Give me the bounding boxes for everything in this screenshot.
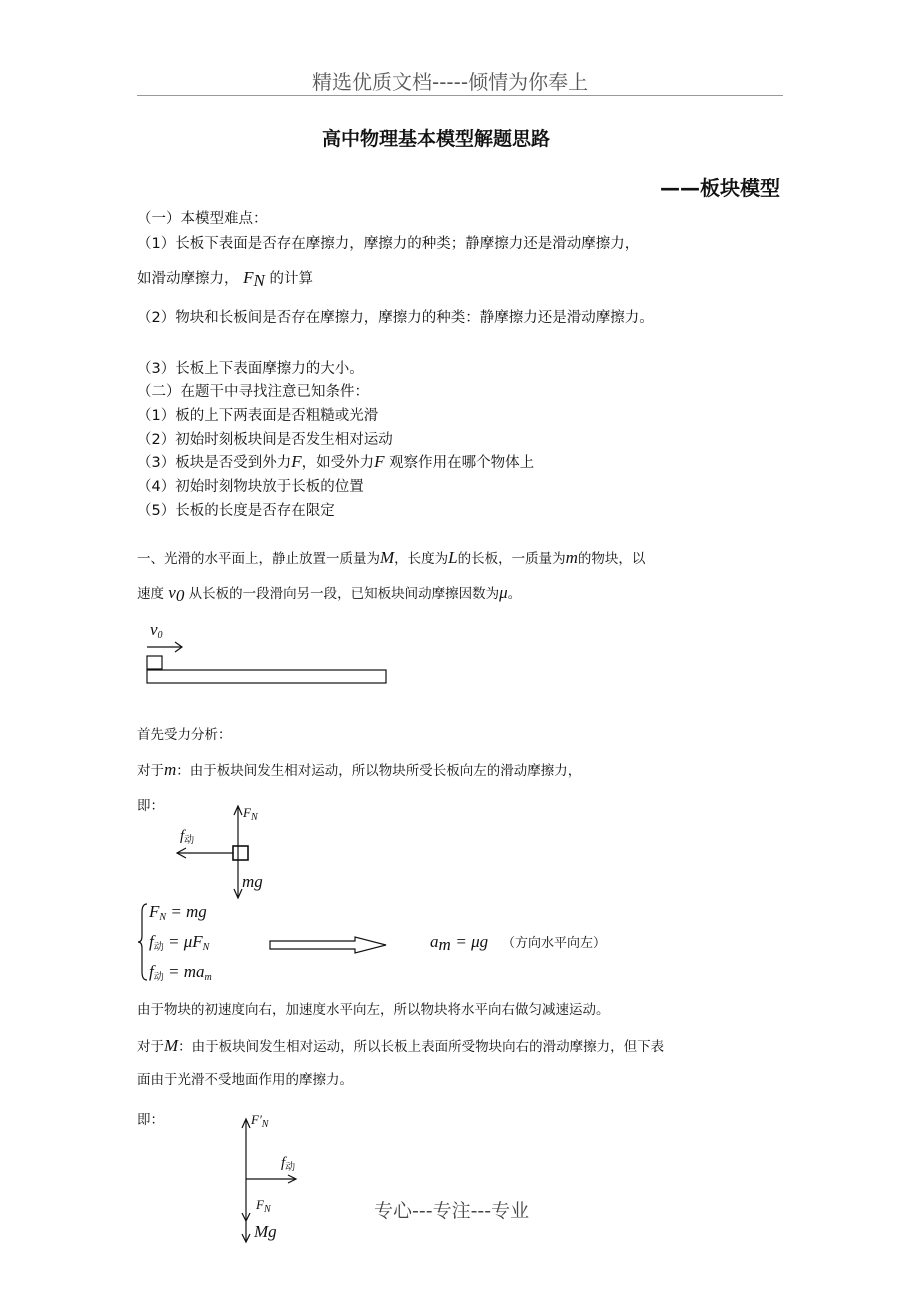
math-sub: N: [159, 912, 167, 923]
fn-label-2: [256, 1197, 271, 1215]
math-sub: 0: [157, 630, 163, 641]
math: a: [430, 932, 439, 951]
math-sub: 动: [153, 942, 164, 953]
math: F: [256, 1197, 264, 1212]
text: 。: [507, 586, 522, 602]
text: ：由于板块间发生相对运动，所以长板上表面所受物块向右的滑动摩擦力，但下表: [178, 1039, 665, 1055]
math-sub: N: [202, 942, 210, 953]
math: M: [380, 548, 395, 567]
math: f: [149, 962, 154, 981]
for-m-line: [137, 759, 581, 780]
math: = mg: [170, 902, 207, 921]
Mg-label: Mg: [254, 1222, 277, 1241]
math: μ: [499, 583, 508, 602]
s1-item2: （2）物块和长板间是否存在摩擦力，摩擦力的种类：静摩擦力还是滑动摩擦力。: [137, 310, 654, 326]
v0-label: [150, 620, 163, 641]
analysis-intro: 首先受力分析：: [137, 727, 232, 743]
doc-title: 高中物理基本模型解题思路: [322, 128, 551, 150]
section2-heading: （二）在题干中寻找注意已知条件：: [137, 384, 369, 400]
math-sub: N: [261, 1119, 269, 1130]
equation-2: [149, 932, 209, 953]
text: 从长板的一段滑向另一段，已知板块间动摩擦因数为: [188, 586, 500, 602]
math: F: [243, 268, 254, 287]
math: f: [281, 1155, 286, 1171]
friction-label-2: [281, 1155, 295, 1173]
board: [147, 670, 386, 683]
text: 速度: [137, 586, 164, 602]
fn-prime-label: [251, 1112, 268, 1130]
text: 对于: [137, 763, 164, 779]
page-footer: 专心---专注---专业: [374, 1200, 530, 1222]
math: m: [164, 760, 177, 779]
text: ，如受外力: [301, 455, 375, 471]
math-sub: 动: [184, 835, 195, 846]
math: F: [149, 902, 160, 921]
friction-label: [180, 828, 194, 846]
page-header: 精选优质文档-----倾情为你奉上: [312, 70, 589, 94]
math: f: [149, 932, 154, 951]
math-sub: m: [204, 972, 212, 983]
fn-label: [243, 805, 258, 823]
ji-label-1: 即：: [137, 798, 164, 814]
math: = ma: [167, 962, 205, 981]
math: v: [150, 620, 158, 639]
mg-label: mg: [242, 872, 263, 891]
conclusion-m: 由于物块的初速度向右，加速度水平向左，所以物块将水平向右做匀减速运动。: [137, 1002, 610, 1018]
s1-item1a: （1）长板下表面是否存在摩擦力，摩擦力的种类；静摩擦力还是滑动摩擦力，: [137, 236, 640, 252]
equation-1: [149, 902, 207, 923]
text: ：由于板块间发生相对运动，所以物块所受长板向左的滑动摩擦力，: [176, 763, 582, 779]
text: 对于: [137, 1039, 164, 1055]
s2-item1: （1）板的上下两表面是否粗糙或光滑: [137, 408, 379, 424]
text: 观察作用在哪个物体上: [389, 455, 535, 471]
text: 的计算: [269, 271, 313, 287]
math: f: [180, 828, 185, 844]
s2-item2: （2）初始时刻板块间是否发生相对运动: [137, 432, 393, 448]
math-sub: 动: [153, 972, 164, 983]
text: 如滑动摩擦力，: [137, 271, 239, 287]
math: F: [374, 452, 385, 471]
math: M: [164, 1036, 179, 1055]
ji-label-2: 即：: [137, 1112, 164, 1128]
for-M-line1: [137, 1035, 664, 1056]
s2-item4: （4）初始时刻物块放于长板的位置: [137, 479, 364, 495]
math: m: [565, 548, 578, 567]
s1-item3: （3）长板上下表面摩擦力的大小。: [137, 361, 364, 377]
math: F: [291, 452, 302, 471]
math: v: [168, 583, 176, 602]
text: 一、光滑的水平面上，静止放置一质量为: [137, 551, 380, 567]
block: [147, 656, 162, 669]
text: 的物块，以: [577, 551, 646, 567]
text: 的长板，一质量为: [457, 551, 566, 567]
doc-subtitle: ——板块模型: [660, 176, 780, 200]
text: （3）板块是否受到外力: [137, 455, 292, 471]
math-sub: 动: [285, 1162, 296, 1173]
math-sub: N: [250, 812, 258, 823]
section1-heading: （一）本模型难点：: [137, 211, 268, 227]
equation-3: [149, 962, 212, 983]
math: F′: [251, 1112, 262, 1127]
math-sub: m: [438, 935, 451, 954]
s2-item5: （5）长板的长度是否存在限定: [137, 503, 335, 519]
math: = μF: [167, 932, 203, 951]
result-equation: [430, 932, 606, 955]
math: L: [448, 548, 458, 567]
math-sub: N: [253, 271, 265, 290]
text: ，长度为: [394, 551, 449, 567]
math: = μg: [455, 932, 489, 951]
math-sub: N: [263, 1204, 271, 1215]
direction-note: （方向水平向左）: [501, 936, 606, 951]
for-M-line2: 面由于光滑不受地面作用的摩擦力。: [137, 1072, 353, 1088]
math-sub: 0: [175, 586, 185, 605]
math: F: [243, 805, 251, 820]
